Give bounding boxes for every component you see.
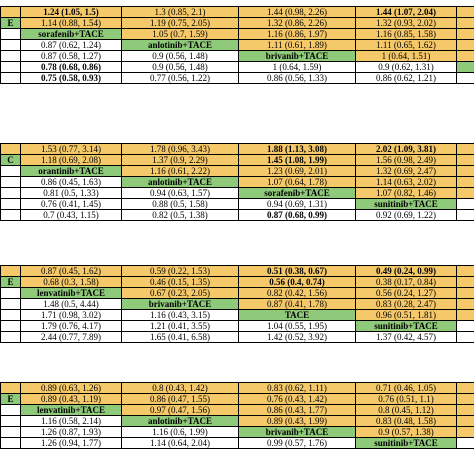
comparison-cell: 0.87 (0.62, 1.24) (21, 40, 122, 51)
table-row (1, 321, 474, 332)
league-table-body (1, 7, 474, 84)
table-row (1, 427, 474, 438)
comparison-cell: 0.46 (0.15, 1.35) (122, 277, 239, 288)
comparison-cell: 0.76 (0.51, 1.1) (356, 394, 457, 405)
table-row (1, 73, 474, 84)
table-block-3 (0, 265, 474, 343)
table-row (1, 40, 474, 51)
comparison-cell: 1.3 (0.85, 2.1) (122, 7, 239, 18)
comparison-cell (1, 438, 21, 449)
table-row (1, 332, 474, 343)
comparison-cell: 1.48 (0.5, 4.44) (21, 299, 122, 310)
table-row (1, 155, 474, 166)
comparison-cell: 0.8 (0.45, 1.12) (356, 405, 457, 416)
comparison-cell (457, 416, 474, 427)
comparison-cell: 0.83 (0.48, 1.58) (356, 416, 457, 427)
comparison-cell: 1.16 (0.43, 3.15) (122, 310, 239, 321)
table-row (1, 51, 474, 62)
comparison-cell: 1.26 (0.94, 1.77) (21, 438, 122, 449)
comparison-cell (457, 383, 474, 394)
comparison-cell: 0.99 (0.57, 1.76) (239, 438, 356, 449)
comparison-cell: 1.14 (0.63, 2.02) (356, 177, 457, 188)
table-row (1, 383, 474, 394)
comparison-cell: 1.18 (0.69, 2.08) (21, 155, 122, 166)
table-row (1, 188, 474, 199)
comparison-cell: 0.76 (0.41, 1.45) (21, 199, 122, 210)
comparison-cell (457, 405, 474, 416)
comparison-cell (1, 40, 21, 51)
comparison-cell: 1.23 (0.69, 2.01) (239, 166, 356, 177)
comparison-cell: 0.78 (0.68, 0.86) (21, 62, 122, 73)
comparison-cell: 1.32 (0.93, 2.02) (356, 18, 457, 29)
comparison-cell: 1.53 (0.77, 3.14) (21, 144, 122, 155)
table-row (1, 144, 474, 155)
table-row (1, 210, 474, 221)
treatment-label-cell: lenvatinib+TACE (21, 288, 122, 299)
comparison-cell (457, 29, 474, 40)
comparison-cell (1, 7, 21, 18)
table-row (1, 405, 474, 416)
comparison-cell: 0.82 (0.42, 1.56) (239, 288, 356, 299)
comparison-cell (1, 321, 21, 332)
comparison-cell: 1.32 (0.69, 2.47) (356, 166, 457, 177)
table-row (1, 199, 474, 210)
treatment-label-cell: anlotinib+TACE (122, 40, 239, 51)
comparison-cell: 0.9 (0.62, 1.31) (356, 62, 457, 73)
comparison-cell: 1.11 (0.65, 1.62) (356, 40, 457, 51)
comparison-cell (1, 210, 21, 221)
comparison-cell: 0.89 (0.43, 1.19) (21, 394, 122, 405)
comparison-cell: 1.26 (0.87, 1.93) (21, 427, 122, 438)
comparison-cell (1, 177, 21, 188)
comparison-cell: 1.45 (1.08, 1.99) (239, 155, 356, 166)
comparison-cell: 0.49 (0.24, 0.99) (356, 266, 457, 277)
comparison-cell: 0.88 (0.5, 1.58) (122, 199, 239, 210)
comparison-cell (1, 29, 21, 40)
comparison-cell (1, 405, 21, 416)
comparison-cell (457, 277, 474, 288)
comparison-cell: 1.44 (1.07, 2.04) (356, 7, 457, 18)
treatment-label-cell: sunitinib+TACE (356, 438, 457, 449)
comparison-cell: 1.16 (0.61, 2.22) (122, 166, 239, 177)
comparison-cell (1, 288, 21, 299)
comparison-cell: 0.87 (0.58, 1.27) (21, 51, 122, 62)
comparison-cell: 0.9 (0.56, 1.48) (122, 62, 239, 73)
comparison-cell (457, 73, 474, 84)
comparison-cell: 0.86 (0.45, 1.63) (21, 177, 122, 188)
comparison-cell: 0.38 (0.17, 0.84) (356, 277, 457, 288)
comparison-cell (457, 310, 474, 321)
treatment-label-cell: anlotinib+TACE (122, 416, 239, 427)
comparison-cell: 1.14 (0.88, 1.54) (21, 18, 122, 29)
comparison-cell: 0.82 (0.5, 1.38) (122, 210, 239, 221)
comparison-cell (457, 288, 474, 299)
table-row (1, 438, 474, 449)
comparison-cell: 0.51 (0.38, 0.67) (239, 266, 356, 277)
comparison-cell: 0.81 (0.5, 1.33) (21, 188, 122, 199)
comparison-cell: 1.16 (0.58, 2.14) (21, 416, 122, 427)
table-row (1, 299, 474, 310)
comparison-cell (1, 427, 21, 438)
comparison-cell: 0.9 (0.57, 1.38) (356, 427, 457, 438)
treatment-label-cell: anlotinib+TACE (122, 177, 239, 188)
comparison-cell: 0.87 (0.45, 1.62) (21, 266, 122, 277)
table-row (1, 29, 474, 40)
comparison-cell: 1.21 (0.41, 3.55) (122, 321, 239, 332)
league-table-body (1, 383, 474, 449)
comparison-cell: 1.07 (0.64, 1.78) (239, 177, 356, 188)
treatment-label-cell: brivanib+TACE (239, 51, 356, 62)
table-row (1, 288, 474, 299)
treatment-label-cell: brivanib+TACE (122, 299, 239, 310)
comparison-cell: 0.94 (0.63, 1.57) (122, 188, 239, 199)
comparison-cell (1, 383, 21, 394)
comparison-cell (457, 144, 474, 155)
comparison-cell: 1.37 (0.42, 4.57) (356, 332, 457, 343)
league-table-1 (0, 6, 474, 84)
table-row (1, 177, 474, 188)
comparison-cell: 1.37 (0.9, 2.29) (122, 155, 239, 166)
comparison-cell: 1.44 (0.98, 2.26) (239, 7, 356, 18)
comparison-cell: 1.11 (0.61, 1.89) (239, 40, 356, 51)
treatment-label-cell: E (1, 394, 21, 405)
comparison-cell (457, 51, 474, 62)
comparison-cell (1, 62, 21, 73)
comparison-cell: 0.67 (0.23, 2.05) (122, 288, 239, 299)
table-block-2 (0, 143, 474, 221)
comparison-cell: 0.96 (0.51, 1.81) (356, 310, 457, 321)
treatment-label-cell: sunitinib+TACE (356, 321, 457, 332)
comparison-cell (457, 40, 474, 51)
comparison-cell: 1.07 (0.82, 1.46) (356, 188, 457, 199)
comparison-cell: 1.14 (0.64, 2.04) (122, 438, 239, 449)
comparison-cell: 0.94 (0.69, 1.31) (239, 199, 356, 210)
table-row (1, 62, 474, 73)
comparison-cell (457, 438, 474, 449)
comparison-cell: 0.87 (0.41, 1.78) (239, 299, 356, 310)
treatment-label-cell (457, 62, 474, 73)
table-row (1, 18, 474, 29)
comparison-cell (457, 166, 474, 177)
comparison-cell: 0.86 (0.43, 1.77) (239, 405, 356, 416)
comparison-cell (457, 18, 474, 29)
comparison-cell (457, 321, 474, 332)
treatment-label-cell: TACE (239, 310, 356, 321)
comparison-cell: 1.19 (0.75, 2.05) (122, 18, 239, 29)
comparison-cell: 1.42 (0.52, 3.92) (239, 332, 356, 343)
comparison-cell (1, 416, 21, 427)
league-table-body (1, 144, 474, 221)
table-row (1, 416, 474, 427)
comparison-cell (1, 73, 21, 84)
comparison-cell: 1.78 (0.96, 3.43) (122, 144, 239, 155)
table-block-1 (0, 6, 474, 84)
comparison-cell: 2.02 (1.09, 3.81) (356, 144, 457, 155)
treatment-label-cell: lenvatinib+TACE (21, 405, 122, 416)
league-table-body (1, 266, 474, 343)
comparison-cell: 1.24 (1.05, 1.5) (21, 7, 122, 18)
comparison-cell: 0.68 (0.3, 1.58) (21, 277, 122, 288)
comparison-cell: 0.87 (0.68, 0.99) (239, 210, 356, 221)
comparison-cell (457, 199, 474, 210)
treatment-label-cell: E (1, 18, 21, 29)
treatment-label-cell: brivanib+TACE (239, 427, 356, 438)
treatment-label-cell: C (1, 155, 21, 166)
table-block-4 (0, 382, 474, 449)
comparison-cell (1, 188, 21, 199)
comparison-cell: 0.77 (0.56, 1.22) (122, 73, 239, 84)
comparison-cell: 1.71 (0.98, 3.02) (21, 310, 122, 321)
comparison-cell: 0.7 (0.43, 1.15) (21, 210, 122, 221)
comparison-cell: 1.05 (0.7, 1.59) (122, 29, 239, 40)
treatment-label-cell: E (1, 277, 21, 288)
comparison-cell: 0.71 (0.46, 1.05) (356, 383, 457, 394)
comparison-cell: 2.44 (0.77, 7.89) (21, 332, 122, 343)
comparison-cell: 0.56 (0.24, 1.27) (356, 288, 457, 299)
league-table-4 (0, 382, 474, 449)
comparison-cell: 1.56 (0.98, 2.49) (356, 155, 457, 166)
comparison-cell: 1 (0.64, 1.51) (356, 51, 457, 62)
table-row (1, 7, 474, 18)
comparison-cell: 0.97 (0.47, 1.56) (122, 405, 239, 416)
comparison-cell (457, 332, 474, 343)
comparison-cell (457, 155, 474, 166)
comparison-cell: 1.79 (0.76, 4.17) (21, 321, 122, 332)
comparison-cell (457, 427, 474, 438)
comparison-cell: 0.86 (0.47, 1.55) (122, 394, 239, 405)
league-table-2 (0, 143, 474, 221)
table-row (1, 394, 474, 405)
comparison-cell (1, 310, 21, 321)
comparison-cell (457, 177, 474, 188)
table-row (1, 310, 474, 321)
comparison-cell: 0.83 (0.62, 1.11) (239, 383, 356, 394)
comparison-cell (1, 199, 21, 210)
comparison-cell: 0.92 (0.69, 1.22) (356, 210, 457, 221)
table-row (1, 166, 474, 177)
comparison-cell (1, 166, 21, 177)
table-row (1, 266, 474, 277)
comparison-cell (457, 188, 474, 199)
comparison-cell: 1.16 (0.85, 1.58) (356, 29, 457, 40)
comparison-cell (457, 266, 474, 277)
comparison-cell: 0.76 (0.43, 1.42) (239, 394, 356, 405)
comparison-cell: 1.65 (0.41, 6.58) (122, 332, 239, 343)
treatment-label-cell: sorafenib+TACE (21, 29, 122, 40)
comparison-cell (1, 266, 21, 277)
comparison-cell: 0.89 (0.43, 1.99) (239, 416, 356, 427)
comparison-cell: 1.32 (0.86, 2.26) (239, 18, 356, 29)
comparison-cell: 0.86 (0.62, 1.21) (356, 73, 457, 84)
comparison-cell: 0.9 (0.56, 1.48) (122, 51, 239, 62)
comparison-cell (457, 299, 474, 310)
comparison-cell: 1.88 (1.13, 3.08) (239, 144, 356, 155)
comparison-cell: 1.16 (0.6, 1.99) (122, 427, 239, 438)
treatment-label-cell: orantinib+TACE (21, 166, 122, 177)
comparison-cell (457, 394, 474, 405)
comparison-cell: 0.59 (0.22, 1.53) (122, 266, 239, 277)
comparison-cell: 0.8 (0.43, 1.42) (122, 383, 239, 394)
comparison-cell: 0.83 (0.28, 2.47) (356, 299, 457, 310)
comparison-cell: 1 (0.64, 1.59) (239, 62, 356, 73)
comparison-cell (1, 332, 21, 343)
treatment-label-cell: sunitinib+TACE (356, 199, 457, 210)
comparison-cell: 0.86 (0.56, 1.33) (239, 73, 356, 84)
comparison-cell: 0.56 (0.4, 0.74) (239, 277, 356, 288)
comparison-cell (1, 144, 21, 155)
comparison-cell: 0.89 (0.63, 1.26) (21, 383, 122, 394)
comparison-cell: 1.16 (0.86, 1.97) (239, 29, 356, 40)
league-table-3 (0, 265, 474, 343)
comparison-cell (457, 7, 474, 18)
comparison-cell: 0.75 (0.58, 0.93) (21, 73, 122, 84)
table-row (1, 277, 474, 288)
comparison-cell: 1.04 (0.55, 1.95) (239, 321, 356, 332)
treatment-label-cell: sorafenib+TACE (239, 188, 356, 199)
comparison-cell (1, 299, 21, 310)
comparison-cell (1, 51, 21, 62)
comparison-cell (457, 210, 474, 221)
